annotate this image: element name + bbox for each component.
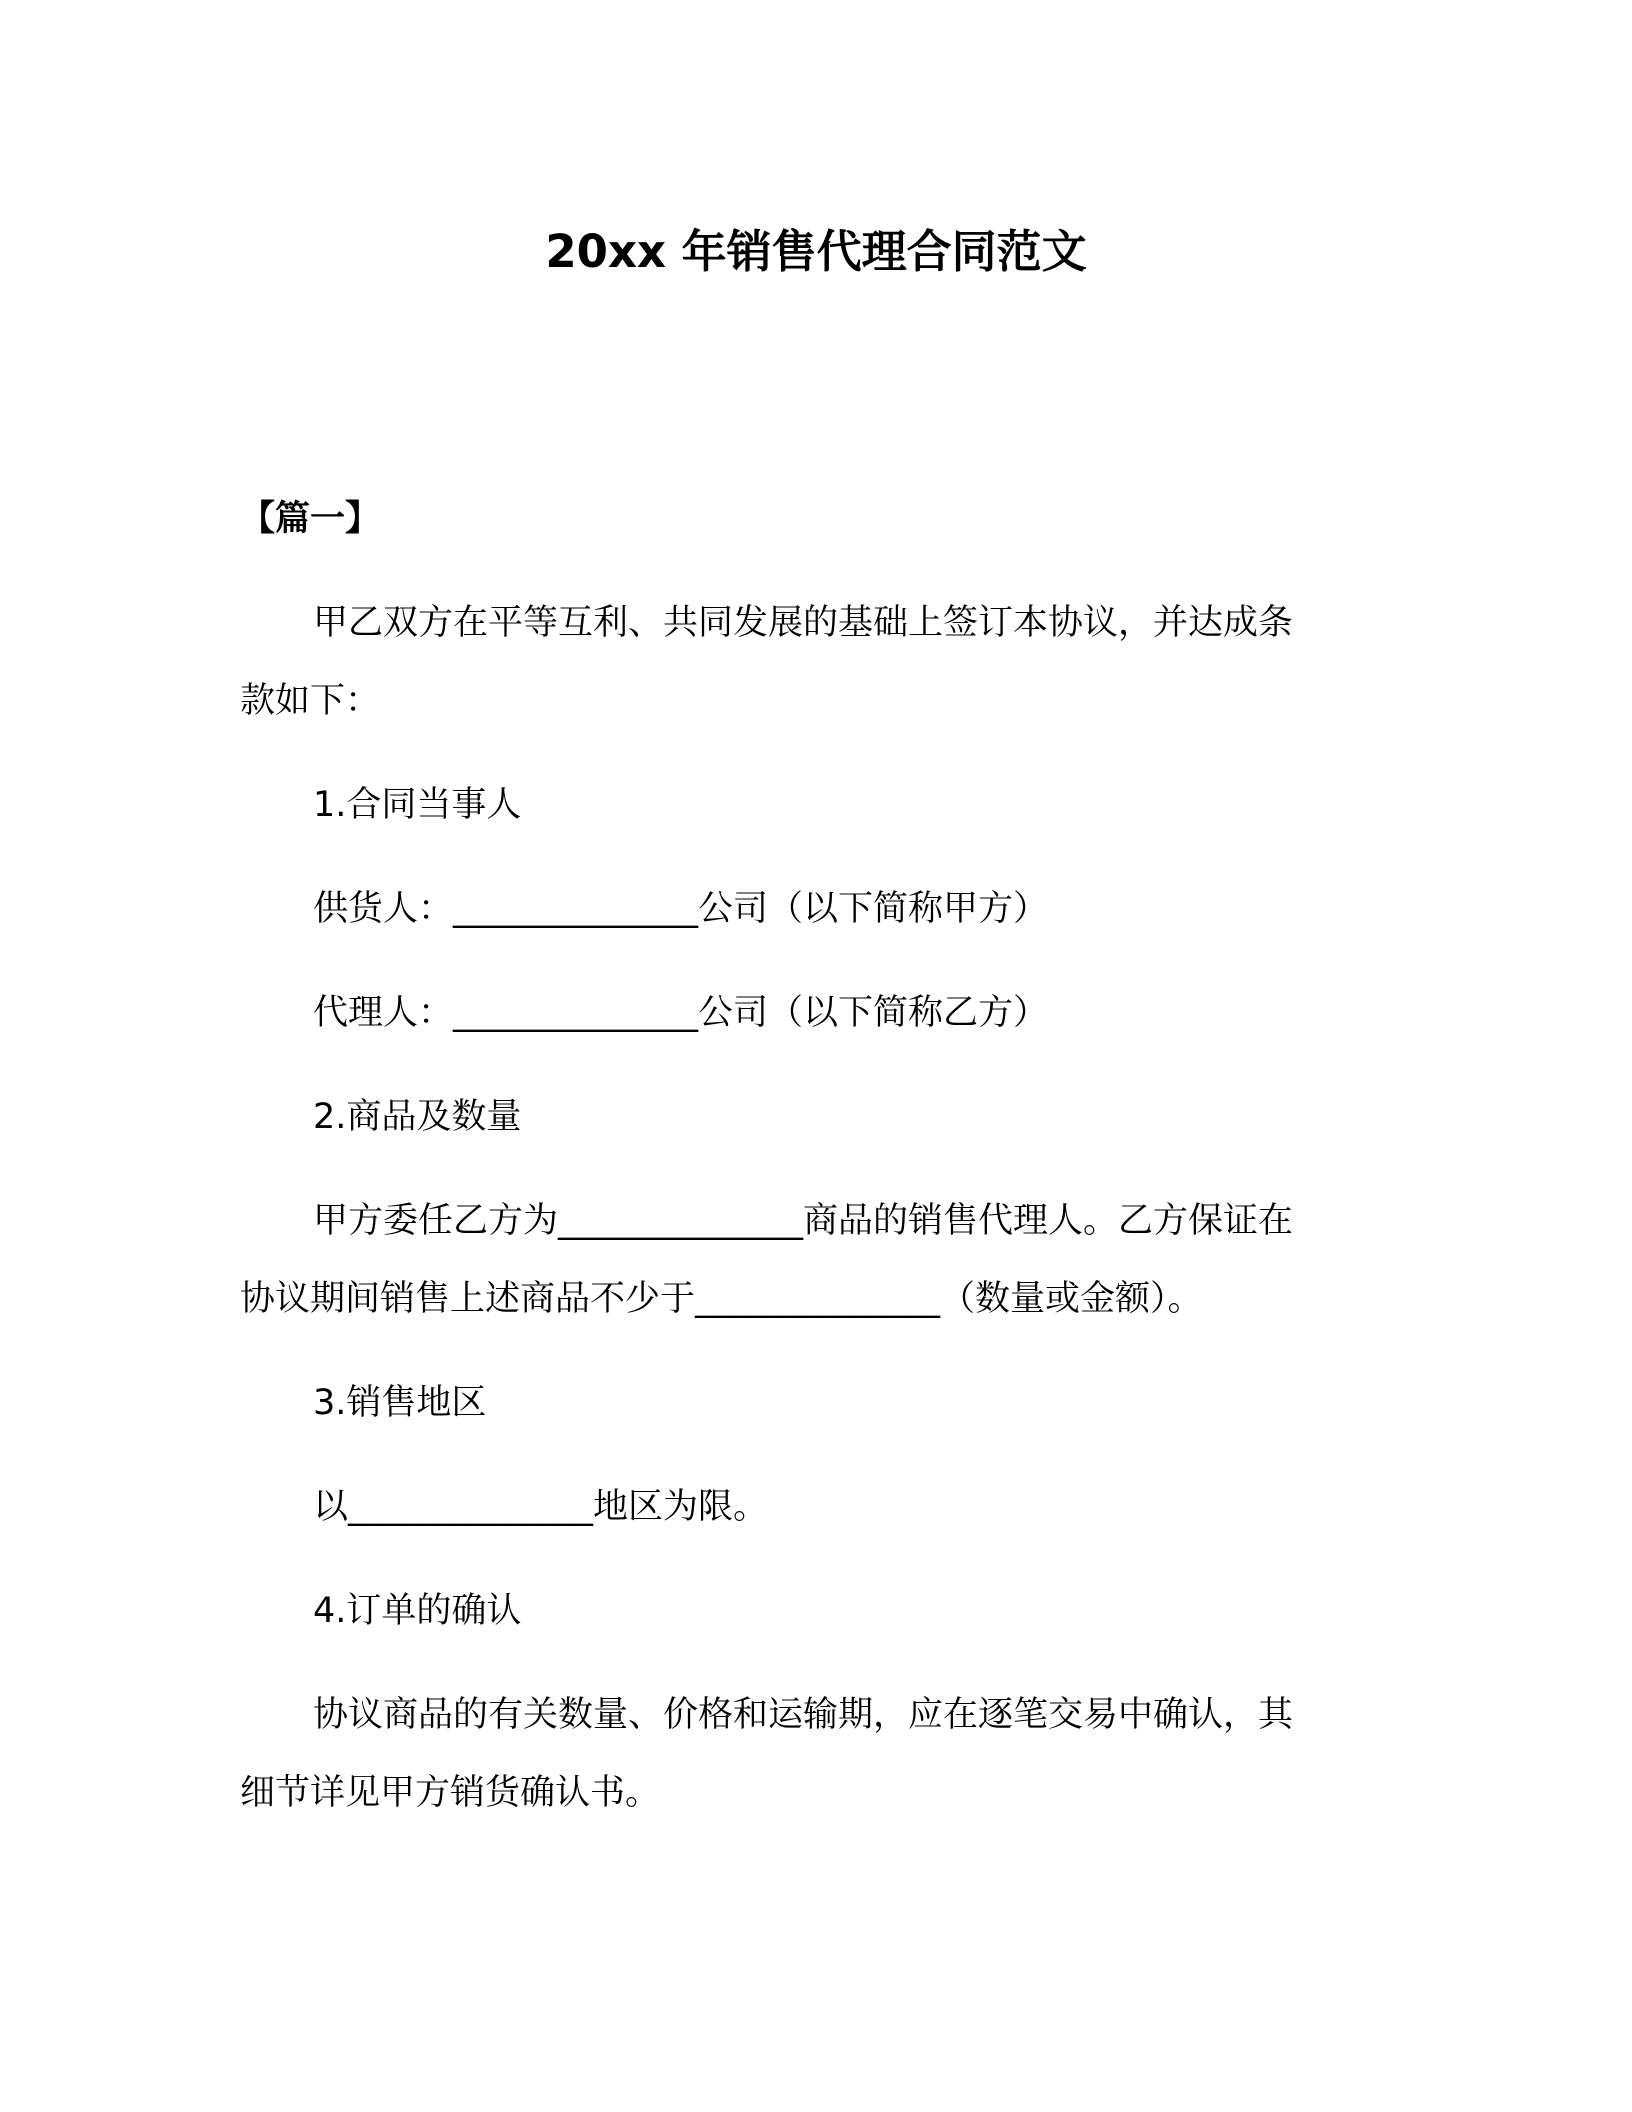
clause-1-heading: 1.合同当事人 <box>313 785 522 825</box>
clause-4-line-1: 协议商品的有关数量、价格和运输期，应在逐笔交易中确认，其 <box>313 1695 1294 1735</box>
clause-2-line-2: 协议期间销售上述商品不少于______________（数量或金额）。 <box>240 1279 1203 1319</box>
section-label: 【篇一】 <box>240 499 381 539</box>
agent-line: 代理人：______________公司（以下简称乙方） <box>313 993 1049 1033</box>
intro-paragraph-line-1: 甲乙双方在平等互利、共同发展的基础上签订本协议，并达成条 <box>313 603 1294 643</box>
clause-2-heading: 2.商品及数量 <box>313 1097 522 1137</box>
clause-3-heading: 3.销售地区 <box>313 1383 487 1423</box>
clause-3-line-1: 以______________地区为限。 <box>313 1487 769 1527</box>
clause-2-line-1: 甲方委任乙方为______________商品的销售代理人。乙方保证在 <box>313 1201 1294 1241</box>
intro-paragraph-line-2: 款如下： <box>240 681 381 721</box>
supplier-line: 供货人：______________公司（以下简称甲方） <box>313 889 1049 929</box>
clause-4-line-2: 细节详见甲方销货确认书。 <box>240 1773 661 1813</box>
clause-4-heading: 4.订单的确认 <box>313 1591 522 1631</box>
document-title: 20xx 年销售代理合同范文 <box>545 225 1087 278</box>
